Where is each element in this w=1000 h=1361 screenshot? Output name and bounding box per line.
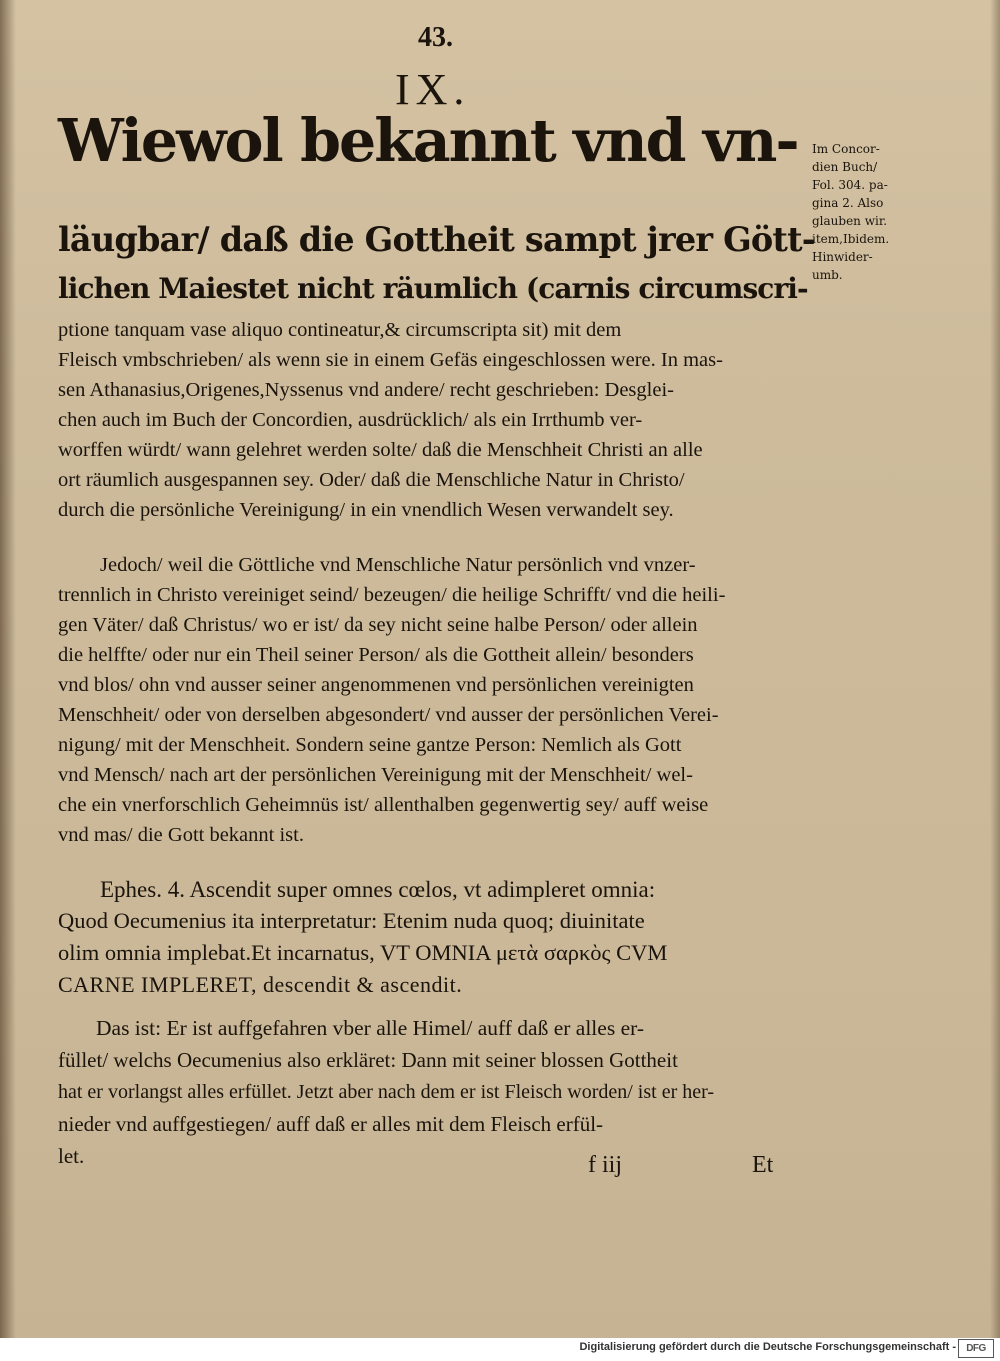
paragraph4-line: füllet/ welchs Oecumenius also erkläret: Dann mit seiner blossen Gottheit [58, 1048, 678, 1072]
paragraph4-line: let. [58, 1144, 85, 1168]
paragraph2-line: Menschheit/ oder von derselben abgesondert/ vnd ausser der persönlichen Verei- [58, 704, 719, 726]
marginal-note-line: umb. [812, 268, 843, 282]
paragraph3-line: Ephes. 4. Ascendit super omnes cœlos, vt adimpleret omnia: [100, 877, 656, 902]
marginal-note-line: item,Ibidem. [812, 232, 890, 246]
gutter-shadow [0, 0, 16, 1338]
heading-line-2: läugbar/ daß die Gottheit sampt jrer Gött- [58, 220, 815, 259]
paragraph4-line: hat er vorlangst alles erfüllet. Jetzt aber nach dem er ist Fleisch worden/ ist er her- [58, 1081, 715, 1103]
signature-mark: f iij [588, 1152, 622, 1178]
paragraph1-line: ort räumlich ausgespannen sey. Oder/ daß die Menschliche Natur in Christo/ [58, 469, 685, 491]
paragraph2-line: vnd Mensch/ nach art der persönlichen Vereinigung mit der Menschheit/ wel- [58, 764, 693, 786]
paragraph1-line: sen Athanasius,Origenes,Nyssenus vnd andere/ recht geschrieben: Desglei- [58, 379, 674, 401]
paragraph2-line: vnd mas/ die Gott bekannt ist. [58, 824, 304, 846]
marginal-note-line: gina 2. Also [812, 196, 884, 210]
paragraph2-line: trennlich in Christo vereiniget seind/ bezeugen/ die heilige Schrifft/ vnd die heili- [58, 584, 726, 606]
paragraph2-line: Jedoch/ weil die Göttliche vnd Menschliche Natur persönlich vnd vnzer- [100, 554, 696, 576]
funding-credit: Digitalisierung gefördert durch die Deutsche Forschungsgemeinschaft - [579, 1341, 956, 1353]
paragraph2-line: nigung/ mit der Menschheit. Sondern seine gantze Person: Nemlich als Gott [58, 734, 682, 756]
paragraph2-line: gen Väter/ daß Christus/ wo er ist/ da sey nicht seine halbe Person/ oder allein [58, 614, 698, 636]
chapter-number: IX. [395, 65, 471, 114]
dfg-logo: DFG [958, 1339, 994, 1358]
paragraph3-line: olim omnia implebat.Et incarnatus, VT OMNIA μετὰ σαρκὸς CVM [58, 940, 668, 965]
paragraph2-line: vnd blos/ ohn vnd ausser seiner angenommenen vnd persönlichen vereinigten [58, 674, 694, 696]
marginal-note-line: dien Buch/ [812, 160, 878, 174]
marginal-note-line: glauben wir. [812, 214, 888, 228]
marginal-note-line: Hinwider- [812, 250, 873, 264]
page-number: 43. [418, 22, 453, 53]
paragraph3-line: Quod Oecumenius ita interpretatur: Etenim nuda quoq; diuinitate [58, 908, 645, 933]
paragraph2-line: che ein vnerforschlich Geheimnüs ist/ allenthalben gegenwertig sey/ auff weise [58, 794, 709, 816]
paragraph1-line: Fleisch vmbschrieben/ als wenn sie in einem Gefäs eingeschlossen were. In mas- [58, 349, 723, 371]
paragraph3-line: CARNE IMPLERET, descendit & ascendit. [58, 972, 463, 997]
heading-line-3: lichen Maiestet nicht räumlich (carnis circumscri- [58, 272, 808, 305]
paragraph4-line: nieder vnd auffgestiegen/ auff daß er alles mit dem Fleisch erfül- [58, 1112, 604, 1136]
marginal-note-line: Fol. 304. pa- [812, 178, 888, 192]
catchword: Et [752, 1152, 774, 1178]
paragraph1-line: durch die persönliche Vereinigung/ in ein vnendlich Wesen verwandelt sey. [58, 499, 674, 521]
heading-line-1: Wiewol bekannt vnd vn- [58, 106, 798, 175]
paragraph1-line: ptione tanquam vase aliquo contineatur,& circumscripta sit) mit dem [58, 319, 622, 341]
paragraph1-line: worffen würdt/ wann gelehret werden solte/ daß die Menschheit Christi an alle [58, 439, 703, 461]
paragraph4-line: Das ist: Er ist auffgefahren vber alle Himel/ auff daß er alles er- [96, 1016, 644, 1040]
paragraph1-line: chen auch im Buch der Concordien, ausdrücklich/ als ein Irrthumb ver- [58, 409, 643, 431]
paragraph2-line: die helffte/ oder nur ein Theil seiner Person/ als die Gottheit allein/ besonders [58, 644, 694, 666]
marginal-note-line: Im Concor- [812, 142, 880, 156]
